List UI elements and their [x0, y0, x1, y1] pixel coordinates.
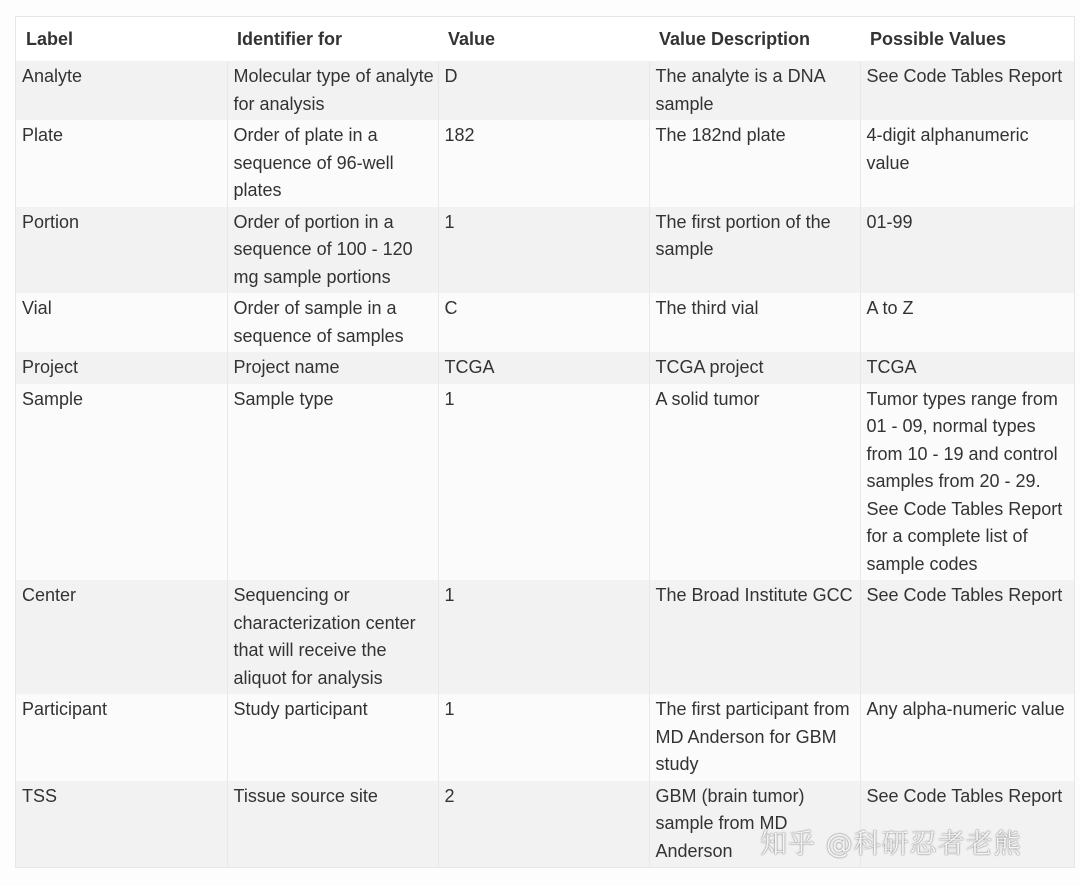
table-row	[16, 352, 1074, 384]
cell-possible-values: See Code Tables Report	[860, 61, 1074, 120]
cell-value: 1	[438, 694, 649, 781]
cell-label: Plate	[16, 120, 227, 207]
header-label: Label	[16, 17, 227, 61]
table-row	[16, 61, 1074, 120]
cell-description: The first portion of the sample	[649, 207, 860, 294]
cell-label: TSS	[16, 781, 227, 868]
cell-identifier: Sample type	[227, 384, 438, 581]
cell-label: Vial	[16, 293, 227, 352]
cell-possible-values: 01-99	[860, 207, 1074, 294]
cell-value: 1	[438, 580, 649, 694]
cell-description: The Broad Institute GCC	[649, 580, 860, 694]
cell-identifier: Order of portion in a sequence of 100 - 120 mg sample portions	[227, 207, 438, 294]
cell-value: 2	[438, 781, 649, 868]
cell-identifier: Sequencing or characterization center that will receive the aliquot for analysis	[227, 580, 438, 694]
cell-possible-values: Any alpha-numeric value	[860, 694, 1074, 781]
cell-possible-values: See Code Tables Report	[860, 580, 1074, 694]
cell-description: GBM (brain tumor) sample from MD Anderson	[649, 781, 860, 868]
cell-label: Analyte	[16, 61, 227, 120]
cell-label: Sample	[16, 384, 227, 581]
cell-identifier: Molecular type of analyte for analysis	[227, 61, 438, 120]
header-value: Value	[438, 17, 649, 61]
cell-description: The third vial	[649, 293, 860, 352]
cell-value: 1	[438, 207, 649, 294]
cell-identifier: Project name	[227, 352, 438, 384]
header-identifier-for: Identifier for	[227, 17, 438, 61]
cell-value: TCGA	[438, 352, 649, 384]
table-row	[16, 293, 1074, 352]
cell-description: The first participant from MD Anderson for GBM study	[649, 694, 860, 781]
data-table-container	[15, 16, 1075, 868]
table-row	[16, 580, 1074, 694]
watermark-text: 知乎 @科研忍者老熊	[760, 829, 1022, 860]
header-value-description: Value Description	[649, 17, 860, 61]
cell-possible-values: A to Z	[860, 293, 1074, 352]
cell-label: Project	[16, 352, 227, 384]
table-row	[16, 120, 1074, 207]
cell-label: Portion	[16, 207, 227, 294]
table-row	[16, 207, 1074, 294]
header-possible-values: Possible Values	[860, 17, 1074, 61]
cell-possible-values: Tumor types range from 01 - 09, normal types from 10 - 19 and control samples from 20 - 29. See Code Tables Report for a complete list of sample codes	[860, 384, 1074, 581]
table-header-row	[16, 17, 1074, 61]
cell-value: C	[438, 293, 649, 352]
cell-description: A solid tumor	[649, 384, 860, 581]
cell-description: The analyte is a DNA sample	[649, 61, 860, 120]
cell-identifier: Order of plate in a sequence of 96-well plates	[227, 120, 438, 207]
table-row	[16, 384, 1074, 581]
cell-possible-values: 4-digit alphanumeric value	[860, 120, 1074, 207]
cell-identifier: Order of sample in a sequence of samples	[227, 293, 438, 352]
cell-identifier: Tissue source site	[227, 781, 438, 868]
cell-identifier: Study participant	[227, 694, 438, 781]
cell-value: D	[438, 61, 649, 120]
cell-description: The 182nd plate	[649, 120, 860, 207]
barcode-label-table	[16, 17, 1074, 867]
cell-label: Participant	[16, 694, 227, 781]
table-row	[16, 694, 1074, 781]
cell-possible-values: TCGA	[860, 352, 1074, 384]
cell-value: 1	[438, 384, 649, 581]
cell-possible-values: See Code Tables Report	[860, 781, 1074, 868]
cell-description: TCGA project	[649, 352, 860, 384]
cell-label: Center	[16, 580, 227, 694]
cell-value: 182	[438, 120, 649, 207]
